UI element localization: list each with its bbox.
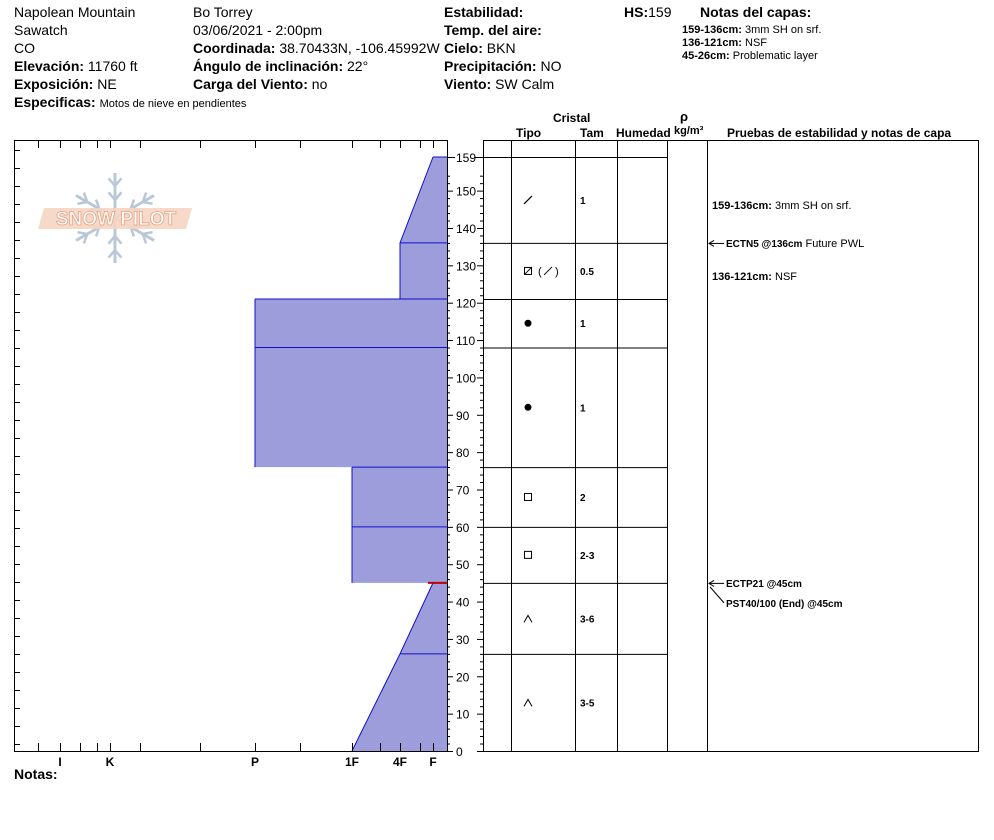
depth-tick-label: 20	[456, 670, 470, 685]
depth-tick-label: 140	[456, 221, 477, 236]
test-pointer	[710, 587, 724, 603]
col-humedad: Humedad	[616, 126, 671, 140]
observer: Bo Torrey	[193, 4, 253, 20]
wind-label: Viento:	[444, 76, 492, 92]
hs-value: 159	[648, 4, 672, 20]
surface-hoar-icon	[524, 196, 532, 204]
test-code: ECTN5 @136cm	[726, 238, 803, 250]
chart-frames	[15, 140, 979, 752]
notes-label: Notas:	[14, 766, 58, 782]
layer-note-range: 159-136cm:	[682, 24, 742, 36]
coord-label: Coordinada:	[193, 40, 276, 56]
grain-size: 3-6	[580, 614, 595, 626]
col-tipo: Tipo	[516, 126, 542, 140]
depth-tick-label: 0	[456, 745, 463, 759]
elevation-value: 11760 ft	[87, 58, 138, 74]
hs-label: HS:	[624, 4, 649, 20]
range: Sawatch	[14, 22, 68, 38]
logo-text: SNOW PILOT	[55, 209, 177, 230]
layer-comment-note: NSF	[771, 271, 797, 283]
hardness-label: I	[58, 755, 62, 769]
layer-comment-range: 136-121cm:	[712, 271, 772, 283]
snowflake-branch	[143, 232, 153, 234]
hardness-layer	[352, 527, 447, 583]
hardness-profile	[255, 157, 447, 751]
hardness-label: P	[250, 755, 260, 769]
coord-value: 38.70433N, -106.45992W	[279, 40, 440, 56]
col-cristal: Cristal	[553, 111, 591, 125]
specifics-label: Especificas:	[14, 94, 96, 110]
depth-tick-label: 159	[456, 151, 477, 165]
hardness-layer	[255, 299, 447, 348]
exposure-value: NE	[97, 76, 117, 92]
elevation-label: Elevación:	[14, 58, 85, 74]
slope-label: Ángulo de inclinación:	[193, 58, 344, 74]
grain-size: 1	[580, 319, 586, 331]
col-tests: Pruebas de estabilidad y notas de capa	[727, 126, 952, 140]
hardness-layer	[400, 583, 447, 654]
depth-hoar-icon	[524, 699, 532, 706]
surface-hoar-icon	[525, 267, 532, 274]
exposure-label: Exposición:	[14, 76, 94, 92]
layer-notes-title: Notas del capas:	[700, 4, 812, 20]
snowpilot-logo	[38, 173, 192, 263]
depth-tick-label: 60	[456, 520, 470, 535]
hardness-label: 4F	[392, 755, 408, 769]
wind-value: SW Calm	[495, 76, 555, 92]
secondary-grain-paren: (	[538, 265, 542, 278]
secondary-grain-paren: )	[555, 265, 559, 278]
hardness-label: F	[429, 755, 437, 769]
hardness-layer	[255, 348, 447, 468]
grain-size: 3-5	[580, 698, 595, 710]
hardness-layer	[400, 157, 447, 243]
snowflake-branch	[77, 202, 87, 204]
hardness-label: K	[105, 755, 115, 769]
faceted-icon	[525, 493, 532, 500]
depth-tick-label: 120	[456, 296, 477, 311]
surface-hoar-icon	[544, 267, 552, 275]
precip-label: Precipitación:	[444, 58, 537, 74]
depth-tick-label: 50	[456, 558, 470, 573]
layer-note-text: Problematic layer	[732, 50, 818, 62]
layer-comment	[712, 200, 851, 212]
depth-tick-label: 70	[456, 483, 470, 498]
grain-size: 2	[580, 492, 586, 504]
layer-comment	[712, 271, 797, 283]
grain-size: 0.5	[580, 266, 594, 278]
snowflake-branch	[143, 202, 153, 204]
air-temp-label: Temp. del aire:	[444, 22, 542, 38]
grain-size: 1	[580, 195, 586, 207]
layer-note-range: 136-121cm:	[682, 37, 742, 49]
specifics-value: Motos de nieve en pendientes	[99, 98, 247, 110]
slope-value: 22°	[347, 58, 369, 74]
depth-tick-label: 130	[456, 259, 477, 274]
faceted-icon	[525, 551, 532, 558]
hardness-layer	[352, 654, 447, 751]
location: Napolean Mountain	[14, 4, 136, 20]
precip-value: NO	[540, 58, 562, 74]
wind-load-value: no	[311, 76, 328, 92]
melt-forms-icon	[525, 320, 532, 327]
table-frame	[484, 141, 979, 752]
test-label	[726, 238, 864, 250]
depth-tick-label: 100	[456, 371, 477, 386]
snowflake-branch	[77, 232, 87, 234]
layer-note-text: 3mm SH on srf.	[745, 24, 822, 36]
test-note: Future PWL	[802, 237, 865, 250]
depth-tick-label: 90	[456, 408, 470, 423]
test-label: ECTP21 @45cm	[726, 578, 802, 590]
col-rho: ρ	[680, 109, 689, 124]
hardness-layer	[352, 467, 447, 527]
stability-tests	[709, 200, 864, 610]
layer-note-range: 45-26cm:	[682, 50, 730, 62]
datetime: 03/06/2021 - 2:00pm	[193, 22, 323, 38]
depth-tick-label: 30	[456, 632, 470, 647]
depth-hoar-icon	[524, 615, 532, 622]
depth-tick-label: 110	[456, 334, 476, 349]
melt-forms-icon	[525, 404, 532, 411]
col-tam: Tam	[580, 126, 604, 140]
col-density-unit: kg/m³	[674, 125, 704, 137]
layer-note-text: NSF	[745, 37, 767, 49]
sky-label: Cielo:	[444, 40, 483, 56]
layer-comment-note: 3mm SH on srf.	[771, 200, 852, 212]
state: CO	[14, 40, 35, 56]
stability-label: Estabilidad:	[444, 4, 524, 20]
layer-comment-range: 159-136cm:	[712, 200, 772, 212]
sky-value: BKN	[486, 40, 516, 56]
depth-tick-label: 10	[456, 707, 470, 722]
depth-tick-label: 80	[456, 446, 470, 461]
hardness-layer	[400, 243, 447, 299]
hardness-label: 1F	[344, 755, 360, 769]
grain-size: 2-3	[580, 550, 595, 562]
wind-load-label: Carga del Viento:	[193, 76, 308, 92]
test-label: PST40/100 (End) @45cm	[726, 598, 843, 610]
depth-tick-label: 150	[456, 184, 477, 199]
grain-size: 1	[580, 403, 586, 415]
depth-tick-label: 40	[456, 595, 470, 610]
